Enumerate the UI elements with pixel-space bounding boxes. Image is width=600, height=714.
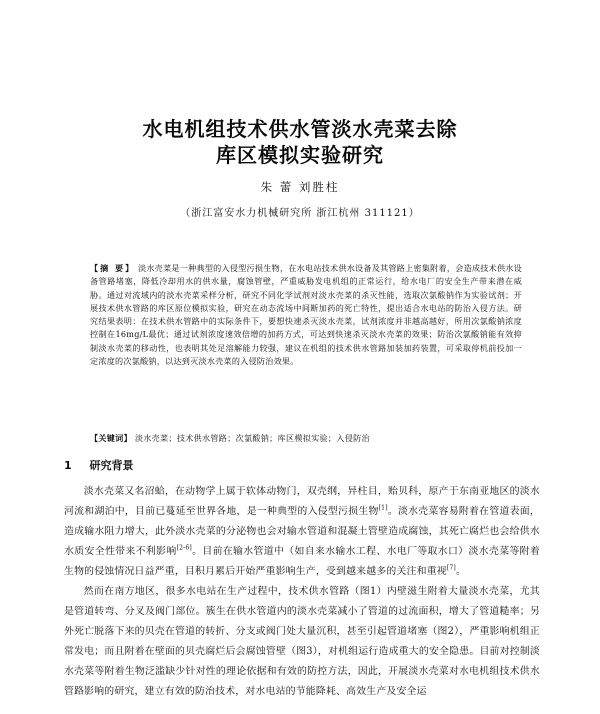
- abstract: [90, 262, 522, 368]
- paragraph-1: 淡水壳菜又名沼蛤，在动物学上属于软体动物门，双壳纲，异柱目，贻贝科，原产于东南亚地区的淡水河流和湖泊中，目前已蔓延至世界各地，是一种典型的入侵型污损生物[1]。淡水壳菜容易附着在管道表面，造成输水阻力增大，此外淡水壳菜的分泌物也会对输水管道和混凝土管壁造成腐蚀，其死亡腐烂也会给供水水质安全性带来不利影响[2-6]。目前在输水管道中（如自来水输水工程、水电厂等取水口）淡水壳菜等附着生物的侵蚀情况日益严重，目积月累后开始严重影响生产，受到越来越多的关注和重视[7]。: [64, 486, 540, 577]
- abstract-label: 【摘 要】: [90, 263, 136, 273]
- paper-title-line-2: 库区模拟实验研究: [216, 143, 384, 167]
- body-text: [64, 482, 540, 702]
- keywords-text: 淡水壳菜；技术供水管路；次氯酸钠；库区模拟实验；入侵防治: [134, 433, 370, 443]
- section-number: 1: [64, 459, 72, 472]
- citation-3: [7]: [446, 564, 456, 572]
- abstract-text: 淡水壳菜是一种典型的入侵型污损生物，在水电站技术供水设备及其管路上密集附着，会造成技术供水设备管路堵塞，降低冷却用水的供水量，腐蚀管壁，严重威胁发电机组的正常运行，给水电厂的安全生产带来潜在威胁。通过对流域内的淡水壳菜采样分析，研究不同化学试剂对淡水壳菜的杀灭性能，选取次氯酸钠作为实验试剂；开展技术供水管路的库区原位模拟实验，研究在动态流场中间断加药的死亡特性，提出适合水电站的防治入侵方法。研究结果表明：在技术供水管路中的实际条件下，要想快速杀灭淡水壳菜，试剂浓度并非越高越好，所用次氯酸钠浓度控制在16mg/L最优；通过试剂浓度速效倍增的加药方式，可达到快速杀灭淡水壳菜的效果；防治次氯酸钠能有效抑制淡水壳菜的移动性，也表明其处足溶解能力较强，建议在机组的技术供水管路加装加药装置，可采取停机前投加一定浓度的次氯酸钠，以达到灭淡水壳菜的入侵防治效果。: [90, 263, 522, 367]
- keywords-label: 【关键词】: [90, 433, 132, 443]
- section-title: 研究背景: [89, 459, 134, 472]
- citation-2: [2-6]: [176, 544, 192, 552]
- keywords: [90, 433, 522, 444]
- affiliation: （浙江富安水力机械研究所 浙江杭州 311121）: [180, 208, 420, 219]
- section-heading: [64, 457, 134, 473]
- authors: 朱 蕾 刘胜柱: [260, 180, 340, 194]
- paper-title-line-1: 水电机组技术供水管淡水壳菜去除: [142, 117, 458, 141]
- paragraph-2: 然而在南方地区，很多水电站在生产过程中，技术供水管路（图1）内壁滋生附着大量淡水壳菜，尤其是管道转弯、分叉及阀门部位。簇生在供水管道内的淡水壳菜减小了管道的过流面积，增大了管道糙率；另外死亡脱落下来的贝壳在管道的转折、分支或阀门处大量沉积，甚至引起管道堵塞（图2），严重影响机组正常发电；而且附着在壁面的贝壳腐烂后会腐蚀管壁（图3），对机组运行造成重大的安全隐患。目前对控制淡水壳菜等附着生物泛滥缺少针对性的理论依据和有效的防控方法，因此，开展淡水壳菜对水电机组技术供水管路影响的研究，建立有效的防治技术，对水电站的节能降耗、高效生产及安全运: [64, 586, 540, 697]
- citation-1: [1]: [378, 504, 388, 512]
